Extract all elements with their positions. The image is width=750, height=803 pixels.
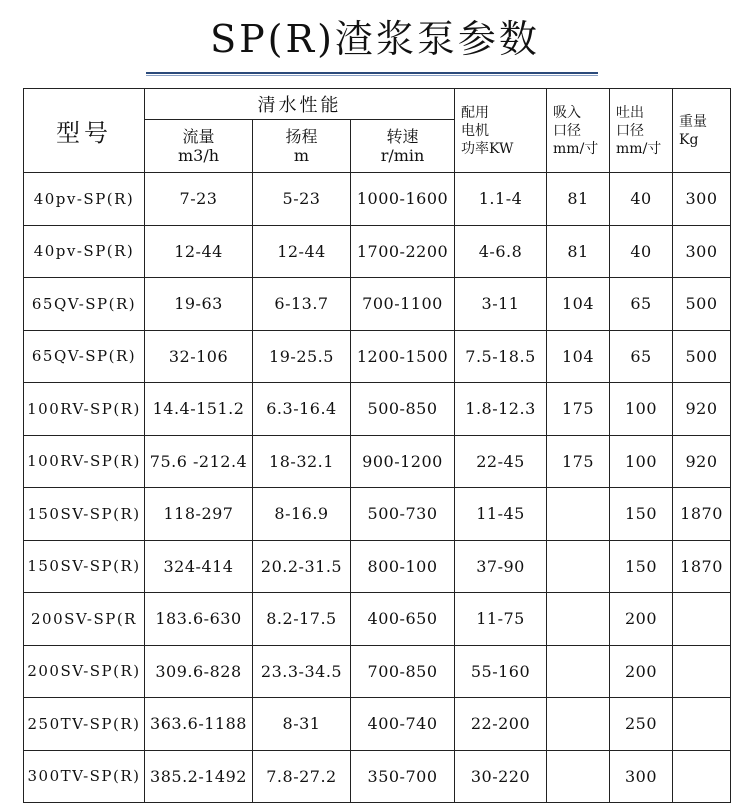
cell-motor: 11-75	[455, 593, 547, 646]
table-row	[24, 435, 731, 488]
cell-inlet: 81	[547, 173, 610, 226]
cell-motor: 4-6.8	[455, 225, 547, 278]
cell-head: 7.8-27.2	[253, 750, 351, 803]
cell-weight: 300	[673, 225, 731, 278]
cell-model: 100RV-SP(R)	[24, 383, 145, 436]
cell-flow: 14.4-151.2	[145, 383, 253, 436]
cell-head: 6-13.7	[253, 278, 351, 331]
cell-motor: 30-220	[455, 750, 547, 803]
cell-speed: 700-1100	[351, 278, 455, 331]
header-model: 型号	[24, 89, 145, 173]
cell-flow: 118-297	[145, 488, 253, 541]
cell-head: 18-32.1	[253, 435, 351, 488]
cell-model: 300TV-SP(R)	[24, 750, 145, 803]
table-row	[24, 698, 731, 751]
table-row	[24, 645, 731, 698]
cell-model: 200SV-SP(R)	[24, 645, 145, 698]
cell-inlet: 104	[547, 330, 610, 383]
cell-model: 200SV-SP(R	[24, 593, 145, 646]
cell-model: 150SV-SP(R)	[24, 540, 145, 593]
cell-inlet	[547, 488, 610, 541]
cell-weight: 920	[673, 383, 731, 436]
cell-motor: 3-11	[455, 278, 547, 331]
cell-weight: 1870	[673, 488, 731, 541]
spec-table-body	[24, 173, 731, 803]
cell-outlet: 40	[610, 173, 673, 226]
header-flow: 流量 m3/h	[145, 120, 253, 173]
cell-outlet: 100	[610, 383, 673, 436]
cell-flow: 32-106	[145, 330, 253, 383]
cell-motor: 1.1-4	[455, 173, 547, 226]
cell-outlet: 150	[610, 540, 673, 593]
cell-motor: 55-160	[455, 645, 547, 698]
cell-inlet	[547, 698, 610, 751]
cell-speed: 900-1200	[351, 435, 455, 488]
cell-model: 65QV-SP(R)	[24, 330, 145, 383]
cell-motor: 7.5-18.5	[455, 330, 547, 383]
cell-speed: 1000-1600	[351, 173, 455, 226]
header-inlet-diameter: 吸入 口径 mm/寸	[547, 89, 610, 173]
cell-head: 19-25.5	[253, 330, 351, 383]
title-underline	[146, 72, 598, 74]
cell-weight: 500	[673, 278, 731, 331]
cell-head: 8-31	[253, 698, 351, 751]
cell-outlet: 150	[610, 488, 673, 541]
cell-head: 20.2-31.5	[253, 540, 351, 593]
title-underline-thin	[146, 75, 598, 76]
cell-motor: 1.8-12.3	[455, 383, 547, 436]
cell-head: 8.2-17.5	[253, 593, 351, 646]
cell-speed: 350-700	[351, 750, 455, 803]
cell-weight	[673, 698, 731, 751]
cell-motor: 37-90	[455, 540, 547, 593]
table-row	[24, 593, 731, 646]
cell-outlet: 65	[610, 278, 673, 331]
cell-speed: 500-730	[351, 488, 455, 541]
cell-model: 100RV-SP(R)	[24, 435, 145, 488]
cell-speed: 400-650	[351, 593, 455, 646]
cell-weight: 920	[673, 435, 731, 488]
cell-model: 150SV-SP(R)	[24, 488, 145, 541]
header-clean-water-performance: 清水性能	[145, 89, 455, 120]
table-row	[24, 540, 731, 593]
cell-speed: 400-740	[351, 698, 455, 751]
cell-speed: 500-850	[351, 383, 455, 436]
cell-model: 250TV-SP(R)	[24, 698, 145, 751]
header-speed: 转速 r/min	[351, 120, 455, 173]
table-row	[24, 488, 731, 541]
cell-model: 65QV-SP(R)	[24, 278, 145, 331]
header-motor-power: 配用 电机 功率KW	[455, 89, 547, 173]
cell-speed: 800-100	[351, 540, 455, 593]
cell-motor: 11-45	[455, 488, 547, 541]
cell-speed: 700-850	[351, 645, 455, 698]
cell-inlet	[547, 645, 610, 698]
cell-outlet: 65	[610, 330, 673, 383]
cell-flow: 309.6-828	[145, 645, 253, 698]
table-row	[24, 225, 731, 278]
cell-speed: 1700-2200	[351, 225, 455, 278]
cell-head: 5-23	[253, 173, 351, 226]
cell-flow: 385.2-1492	[145, 750, 253, 803]
cell-inlet	[547, 750, 610, 803]
cell-outlet: 200	[610, 593, 673, 646]
header-weight: 重量 Kg	[673, 89, 731, 173]
table-row	[24, 330, 731, 383]
cell-motor: 22-45	[455, 435, 547, 488]
cell-model: 40pv-SP(R)	[24, 173, 145, 226]
cell-head: 6.3-16.4	[253, 383, 351, 436]
cell-weight	[673, 645, 731, 698]
cell-inlet: 175	[547, 383, 610, 436]
cell-inlet	[547, 593, 610, 646]
header-row-top	[24, 89, 731, 120]
cell-motor: 22-200	[455, 698, 547, 751]
cell-inlet: 175	[547, 435, 610, 488]
cell-flow: 324-414	[145, 540, 253, 593]
cell-weight: 1870	[673, 540, 731, 593]
cell-head: 8-16.9	[253, 488, 351, 541]
cell-outlet: 40	[610, 225, 673, 278]
cell-weight: 500	[673, 330, 731, 383]
cell-inlet: 81	[547, 225, 610, 278]
cell-inlet: 104	[547, 278, 610, 331]
header-outlet-diameter: 吐出 口径 mm/寸	[610, 89, 673, 173]
cell-speed: 1200-1500	[351, 330, 455, 383]
table-row	[24, 173, 731, 226]
cell-model: 40pv-SP(R)	[24, 225, 145, 278]
table-row	[24, 750, 731, 803]
cell-outlet: 250	[610, 698, 673, 751]
cell-flow: 19-63	[145, 278, 253, 331]
cell-head: 12-44	[253, 225, 351, 278]
header-head: 扬程 m	[253, 120, 351, 173]
cell-weight	[673, 750, 731, 803]
cell-outlet: 200	[610, 645, 673, 698]
page-title: SP(R)渣浆泵参数	[210, 17, 540, 61]
cell-flow: 183.6-630	[145, 593, 253, 646]
cell-inlet	[547, 540, 610, 593]
cell-outlet: 300	[610, 750, 673, 803]
cell-weight	[673, 593, 731, 646]
cell-flow: 75.6 -212.4	[145, 435, 253, 488]
table-row	[24, 383, 731, 436]
table-row	[24, 278, 731, 331]
cell-flow: 12-44	[145, 225, 253, 278]
cell-flow: 7-23	[145, 173, 253, 226]
cell-head: 23.3-34.5	[253, 645, 351, 698]
cell-outlet: 100	[610, 435, 673, 488]
cell-weight: 300	[673, 173, 731, 226]
cell-flow: 363.6-1188	[145, 698, 253, 751]
pump-spec-table	[23, 88, 731, 803]
